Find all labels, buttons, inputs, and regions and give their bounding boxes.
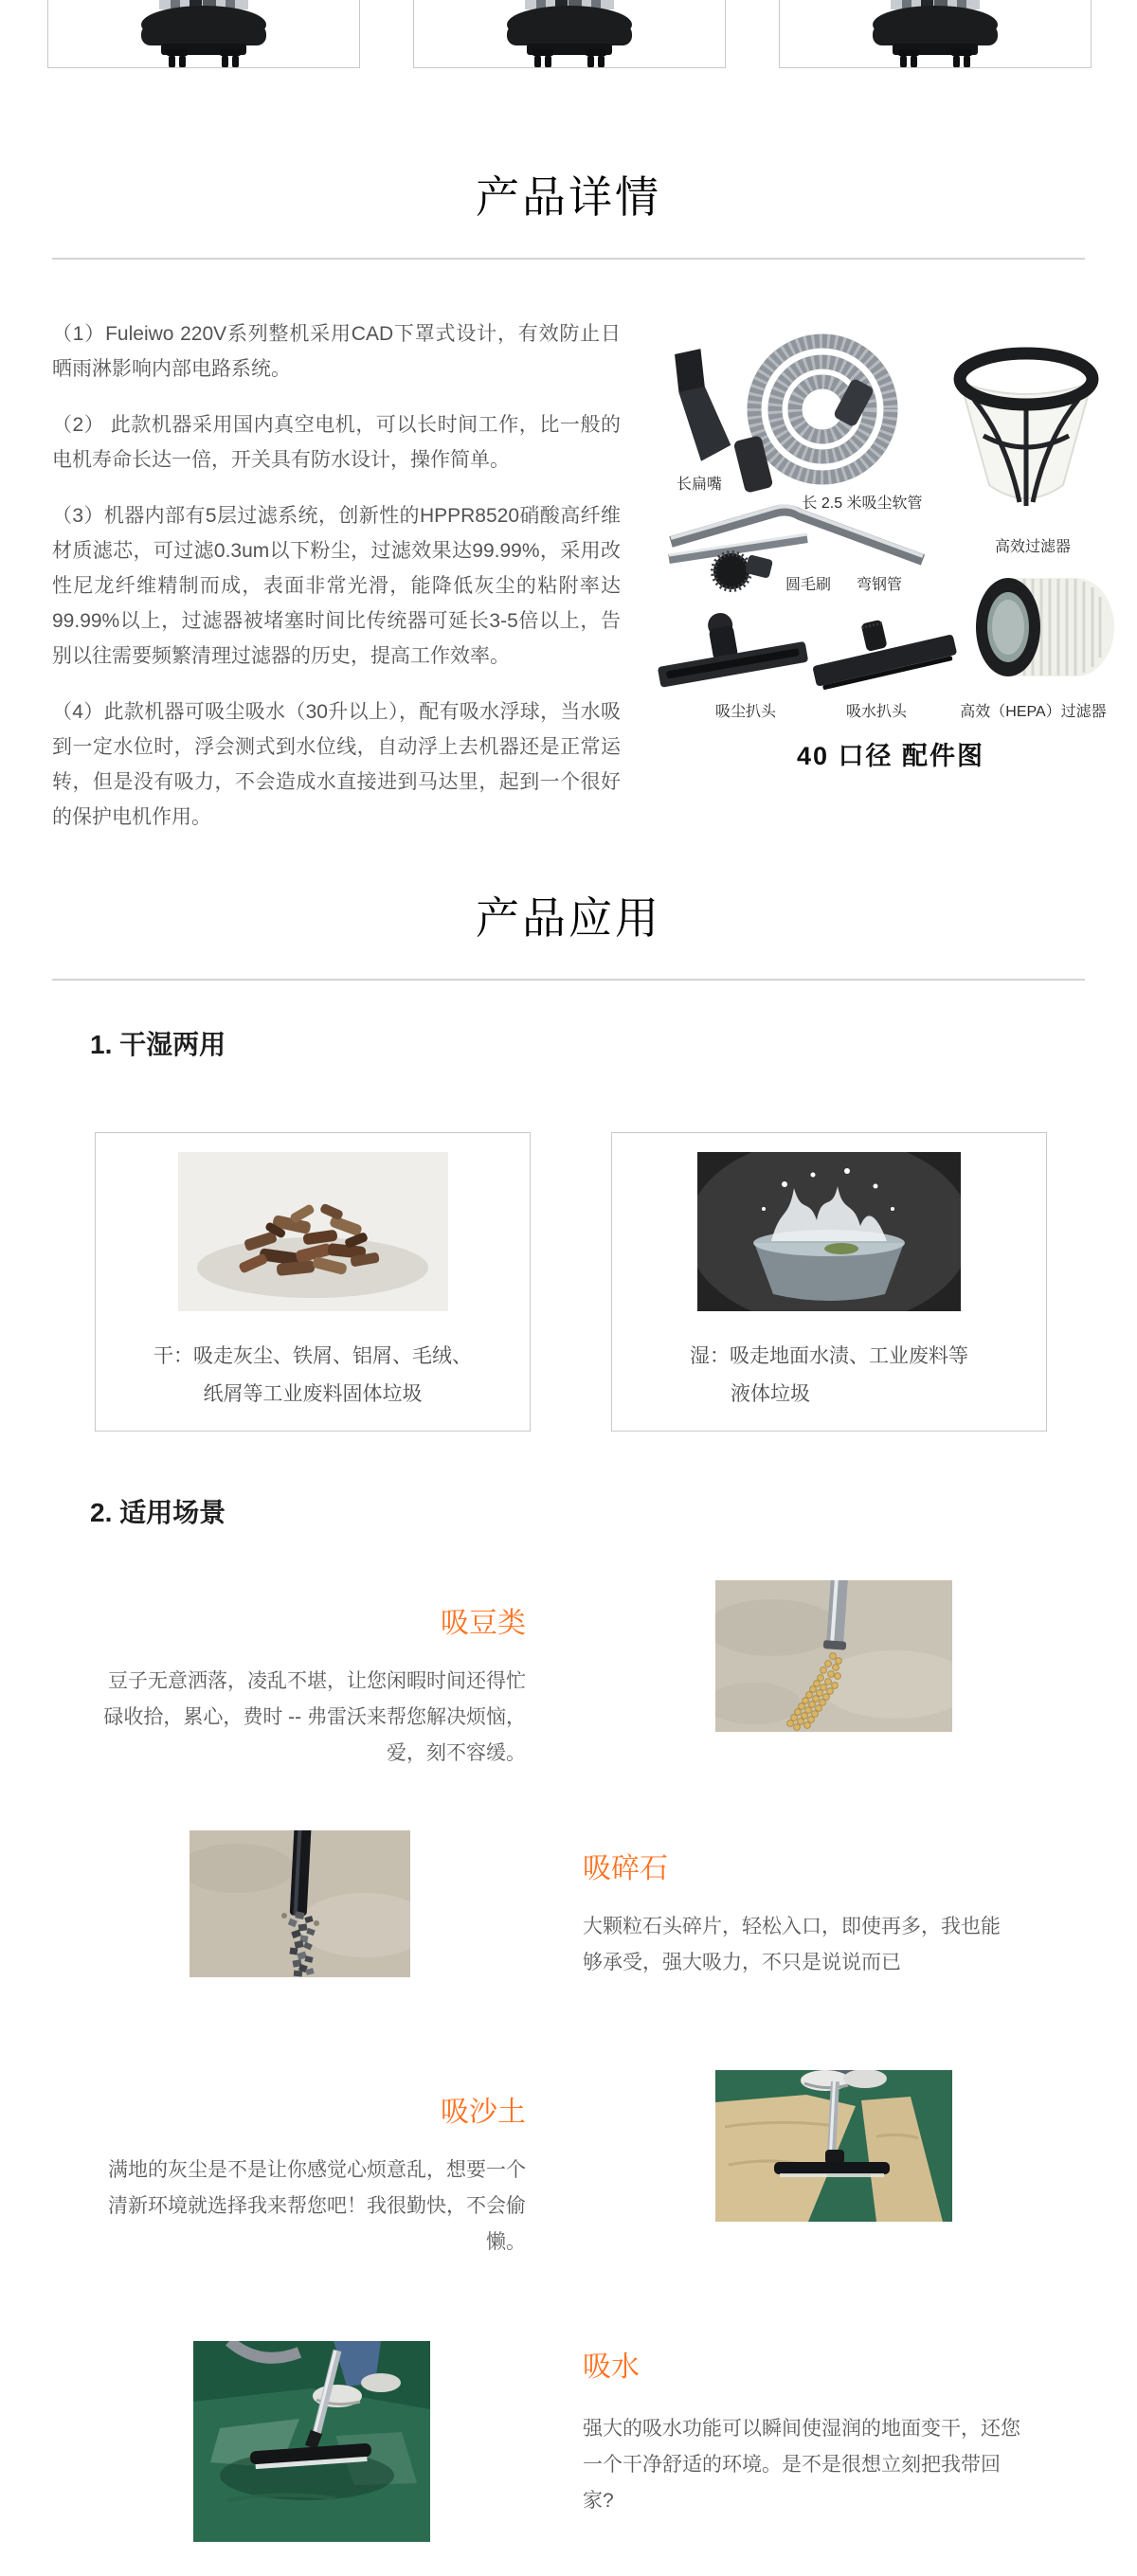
sand-photo <box>715 2070 952 2222</box>
cone-filter-image <box>946 345 1107 520</box>
section-heading-scenarios: 2. 适用场景 <box>90 1498 226 1527</box>
scenario-water-photocol <box>193 2341 430 2542</box>
scenario-stone-title: 吸碎石 <box>583 1853 668 1884</box>
cone-filter-label: 高效过滤器 <box>994 539 1071 555</box>
scenario-water <box>0 2341 1137 2542</box>
accessories-caption: 40 口径 配件图 <box>796 742 985 770</box>
hose-image <box>728 328 917 496</box>
scenario-stone-textcol <box>583 1830 1019 1981</box>
scenario-water-title: 吸水 <box>583 2351 640 2383</box>
scenario-stone-text: 大颗粒石头碎片，轻松入口，即使再多，我也能够承受，强大吸力，不只是说说而已 <box>583 1916 1001 1973</box>
scenario-water-textcol <box>583 2341 1023 2519</box>
scenario-sand-textcol <box>99 2070 526 2261</box>
shavings-photo <box>178 1152 448 1311</box>
details-paragraph-4: （4）此款机器可吸尘吸水（30升以上），配有吸水浮球，当水吸到一定水位时，浮会测式到水位线，自动浮上去机器还是正常运转，但是没有吸力，不会造成水直接进到马达里，起到一个很好的保护电机作用。 <box>52 701 621 828</box>
flat-nozzle-label: 长扁嘴 <box>676 477 722 493</box>
details-body <box>0 260 1137 856</box>
round-brush-label: 圆毛刷 <box>785 577 831 593</box>
dry-wet-cards <box>95 1132 1137 1432</box>
section-heading-dry-wet: 1. 干湿两用 <box>90 1030 226 1059</box>
details-paragraph-3: （3）机器内部有5层过滤系统，创新性的HPPR8520硝酸高纤维材质滤芯，可过滤0.3um以下粉尘，过滤效果达99.99%，采用改性尼龙纤维精制而成，表面非常光滑，能降低灰尘的粘附率达99.99%以上，过滤器被堵塞时间比传统器可延长3-5倍以上，告别以往需要频繁清理过滤器的历史，提高工作效率。 <box>52 505 621 667</box>
scenario-beans-photocol <box>715 1580 952 1732</box>
beans-photo <box>715 1580 952 1732</box>
details-paragraphs <box>52 316 621 856</box>
wet-caption-line2: 液体垃圾 <box>731 1383 810 1405</box>
scenario-sand <box>0 2070 1137 2261</box>
details-paragraph-2: （2） 此款机器采用国内真空电机，可以长时间工作，比一般的电机寿命长达一倍，开关具有防水设计，操作简单。 <box>52 414 621 471</box>
details-paragraph-1: （1）Fuleiwo 220V系列整机采用CAD下罩式设计，有效防止日晒雨淋影响内部电路系统。 <box>52 323 621 380</box>
vacuum-base-image <box>498 0 641 68</box>
product-thumbnail-3[interactable] <box>779 0 1092 68</box>
scenario-sand-text: 满地的灰尘是不是让你感觉心烦意乱，想要一个清新环境就选择我来帮您吧！我很勤快，不会偷懒。 <box>108 2159 526 2253</box>
scenario-stone <box>0 1830 1137 1981</box>
vacuum-base-image <box>133 0 275 68</box>
wet-caption <box>690 1338 968 1414</box>
dry-caption-line1: 干：吸走灰尘、铁屑、铝屑、毛绒、 <box>153 1345 472 1367</box>
dust-head-label: 吸尘扒头 <box>714 704 776 720</box>
accessories-figure <box>644 328 1137 773</box>
water-head-label: 吸水扒头 <box>845 704 907 720</box>
scenario-water-text: 强大的吸水功能可以瞬间使湿润的地面变干，还您一个干净舒适的环境。是不是很想立刻把我带回家? <box>583 2418 1020 2512</box>
bent-tube-image <box>665 500 930 567</box>
hose-label: 长 2.5 米吸尘软管 <box>802 495 923 512</box>
water-splash-photo <box>697 1152 961 1311</box>
scenario-stone-photocol <box>190 1830 410 1977</box>
scenario-sand-photocol <box>715 2070 952 2222</box>
gravel-photo <box>190 1830 410 1977</box>
scenario-beans-textcol <box>99 1580 526 1772</box>
wet-floor-photo <box>193 2341 430 2542</box>
details-title: 产品详情 <box>476 172 661 222</box>
scenario-beans <box>0 1580 1137 1772</box>
product-gallery-row <box>0 0 1137 68</box>
water-head-image <box>807 599 964 697</box>
scenario-beans-title: 吸豆类 <box>441 1608 526 1639</box>
round-brush-image <box>709 546 780 593</box>
vacuum-base-image <box>864 0 1006 68</box>
wet-caption-line1: 湿：吸走地面水渍、工业废料等 <box>690 1345 968 1367</box>
dry-use-card <box>95 1132 531 1432</box>
wet-use-card <box>611 1132 1047 1432</box>
hepa-filter-image <box>965 567 1116 688</box>
hepa-filter-label: 高效（HEPA）过滤器 <box>960 704 1107 720</box>
product-thumbnail-2[interactable] <box>413 0 726 68</box>
product-thumbnail-1[interactable] <box>47 0 360 68</box>
scenario-sand-title: 吸沙土 <box>441 2097 526 2128</box>
application-title: 产品应用 <box>476 893 661 943</box>
dry-caption-line2: 纸屑等工业废料固体垃圾 <box>203 1383 423 1405</box>
dry-caption <box>153 1338 472 1414</box>
dust-head-image <box>654 595 815 695</box>
bent-tube-label: 弯钢管 <box>856 577 902 593</box>
scenario-beans-text: 豆子无意洒落，凌乱不堪，让您闲暇时间还得忙碌收拾，累心，费时 -- 弗雷沃来帮您解决烦恼，爱，刻不容缓。 <box>103 1670 526 1764</box>
divider <box>52 979 1085 981</box>
